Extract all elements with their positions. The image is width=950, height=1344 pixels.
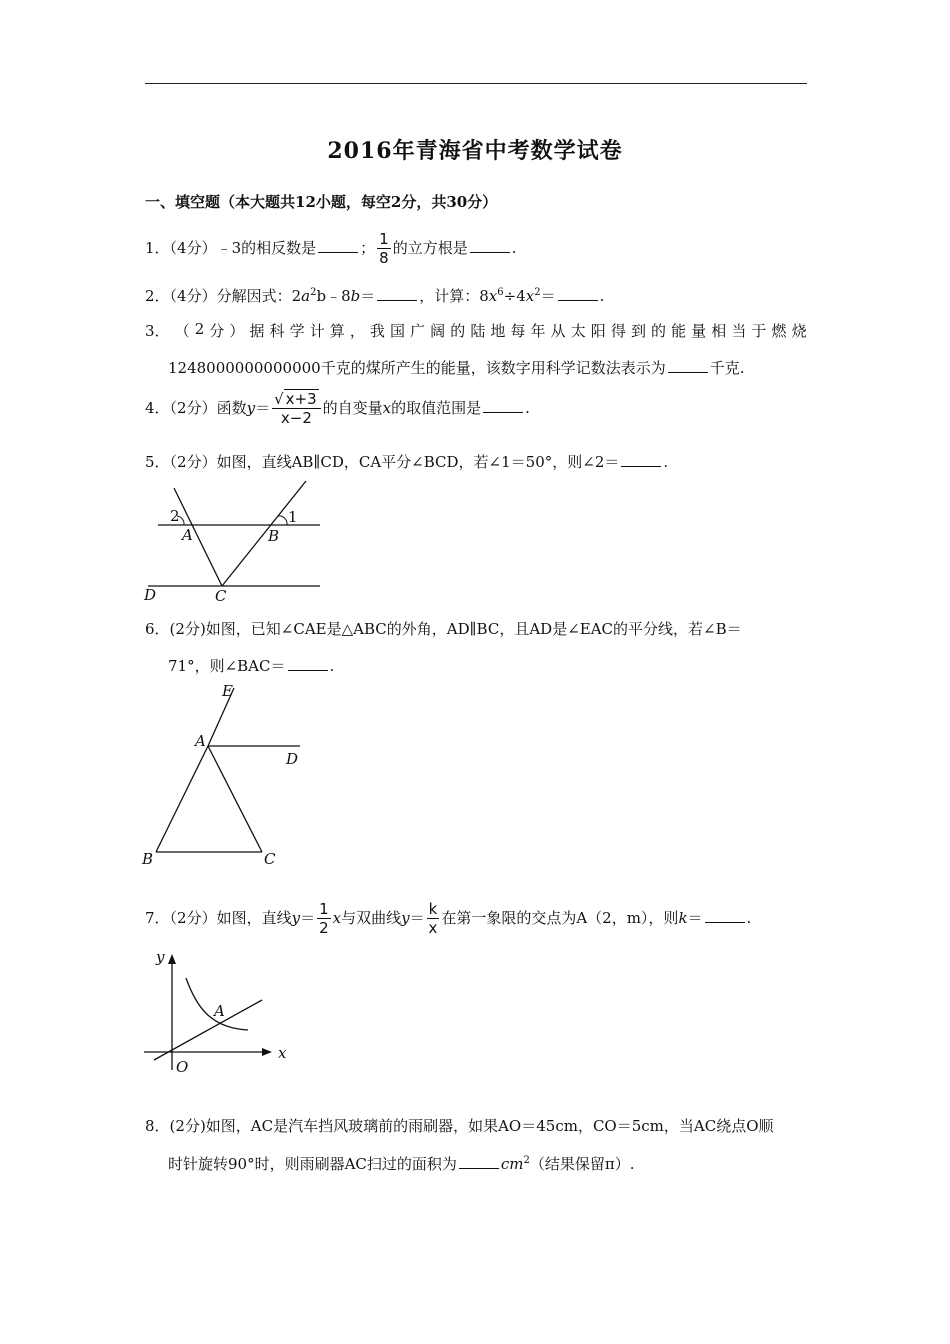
answer-blank[interactable] xyxy=(288,656,328,671)
q3-char: 广 xyxy=(410,322,426,340)
q3-char: ， xyxy=(349,322,365,340)
frac-num: 1 xyxy=(319,900,329,918)
q8-end: （结果保留π）. xyxy=(529,1155,635,1173)
q2-eq-2: ＝ xyxy=(540,287,556,305)
answer-blank[interactable] xyxy=(483,398,523,413)
q7-text: 7．（2分）如图，直线 xyxy=(145,909,292,927)
q4-var-y: y xyxy=(246,399,256,417)
q8-unit-sup: 2 xyxy=(523,1155,530,1166)
q3-char: 燃 xyxy=(771,322,787,340)
q7-var: x xyxy=(332,909,342,927)
q8-text: 8．(2分)如图，AC是汽车挡风玻璃前的雨刷器，如果AO＝45cm，CO＝5cm，当AC绕点O顺 xyxy=(145,1117,774,1135)
answer-blank[interactable] xyxy=(470,238,510,253)
frac-num: √ x+3 xyxy=(272,392,321,409)
fraction xyxy=(427,902,440,936)
q7-text-b: 与双曲线 xyxy=(341,909,402,927)
fraction xyxy=(377,232,391,266)
question-3-line-2 xyxy=(168,357,744,378)
q8-unit: cm xyxy=(500,1155,524,1173)
q3-char: 陆 xyxy=(470,322,486,340)
fig5-label: B xyxy=(268,527,280,545)
figure-7 xyxy=(140,948,310,1078)
q3-char: 2 xyxy=(194,320,205,338)
q7-var: k xyxy=(678,909,688,927)
q3-char: 量 xyxy=(691,322,707,340)
frac-num: k xyxy=(428,900,438,918)
q2-text-d: ，计算：8 xyxy=(419,287,489,305)
q1-text-2: 的立方根是 xyxy=(392,239,468,257)
answer-blank[interactable] xyxy=(558,286,598,301)
q4-text: 4．（2分）函数 xyxy=(145,399,247,417)
q3-char: 到 xyxy=(630,322,646,340)
fig7-label: A xyxy=(214,1002,225,1020)
q3-char: 的 xyxy=(450,322,466,340)
q3-char: 的 xyxy=(651,322,667,340)
q3-char: 当 xyxy=(731,322,747,340)
question-1 xyxy=(145,232,517,266)
q7-eq: ＝ xyxy=(300,909,316,927)
answer-blank[interactable] xyxy=(377,286,417,301)
fig5-label: A xyxy=(182,526,193,544)
q3-char: 能 xyxy=(671,322,687,340)
question-7 xyxy=(145,902,751,936)
q3-text: 1248000000000000千克的煤所产生的能量，该数字用科学记数法表示为 xyxy=(168,359,666,377)
q3-char: 计 xyxy=(309,322,325,340)
sqrt-body: x+3 xyxy=(285,390,317,408)
q3-char: 地 xyxy=(490,322,506,340)
question-3-line-1 xyxy=(145,320,807,341)
fig5-label: D xyxy=(144,586,157,604)
page-title: 2016年青海省中考数学试卷 xyxy=(327,138,623,164)
q3-char: 国 xyxy=(390,322,406,340)
q5-text: 5．（2分）如图，直线AB∥CD，CA平分∠BCD，若∠1＝50°，则∠2＝ xyxy=(145,453,620,471)
q2-end: . xyxy=(599,287,605,305)
figure-6 xyxy=(140,682,310,872)
fig6-label: E xyxy=(222,682,233,700)
q1-end: . xyxy=(511,239,517,257)
q6-text-2: 71°，则∠BAC＝ xyxy=(168,657,286,675)
q7-text-c: 在第一象限的交点为 xyxy=(441,909,577,927)
q3-end: 千克. xyxy=(709,359,745,377)
q3-char: 得 xyxy=(610,322,626,340)
answer-blank[interactable] xyxy=(459,1154,499,1169)
header-rule xyxy=(145,83,807,84)
q8-text-2: 时针旋转90°时，则雨刷器AC扫过的面积为 xyxy=(168,1155,457,1173)
q1-sep: ； xyxy=(360,239,376,257)
q4-text-b: 的自变量 xyxy=(322,399,383,417)
question-8-line-2 xyxy=(168,1153,635,1174)
q1-text: 1．（4分）﹣3的相反数是 xyxy=(145,239,317,257)
q3-char: 于 xyxy=(751,322,767,340)
q7-point: A（2，m），则 xyxy=(576,909,679,927)
q2-eq: ＝ xyxy=(360,287,376,305)
q4-eq: ＝ xyxy=(255,399,271,417)
q3-char: ） xyxy=(229,322,245,340)
q3-char: 从 xyxy=(550,322,566,340)
frac-den: x−2 xyxy=(280,409,312,427)
fig6-label: A xyxy=(195,732,206,750)
q5-end: . xyxy=(663,453,669,471)
q3-char: 年 xyxy=(530,322,546,340)
q7-var: y xyxy=(291,909,301,927)
q3-char: 3． xyxy=(145,322,170,340)
frac-den: x xyxy=(428,919,438,937)
q3-char: 烧 xyxy=(791,322,807,340)
question-6-line-1 xyxy=(145,618,742,639)
q4-var-x: x xyxy=(382,399,392,417)
answer-blank[interactable] xyxy=(621,452,661,467)
q3-char: 分 xyxy=(209,322,225,340)
fig5-label: 1 xyxy=(288,508,298,526)
frac-num: 1 xyxy=(379,230,389,248)
q3-char: （ xyxy=(174,322,190,340)
frac-den: 8 xyxy=(379,249,389,267)
q2-text: 2．（4分）分解因式：2 xyxy=(145,287,302,305)
q6-end: . xyxy=(329,657,335,675)
q7-var: y xyxy=(401,909,410,927)
fraction xyxy=(272,392,321,426)
q3-char: 相 xyxy=(711,322,727,340)
question-5 xyxy=(145,451,668,472)
frac-den: 2 xyxy=(319,919,329,937)
q2-text-b: b﹣8 xyxy=(316,287,351,305)
fig7-label: O xyxy=(176,1058,189,1076)
fig5-label: C xyxy=(215,587,227,605)
q4-text-c: 的取值范围是 xyxy=(391,399,482,417)
q3-char: 据 xyxy=(249,322,265,340)
section-heading: 一、填空题（本大题共12小题，每空2分，共30分） xyxy=(145,193,498,211)
q3-char: 我 xyxy=(369,322,385,340)
q4-end: . xyxy=(525,399,530,417)
q6-text: 6．(2分)如图，已知∠CAE是△ABC的外角，AD∥BC，且AD是∠EAC的平分线，若∠B＝ xyxy=(145,620,742,638)
answer-blank[interactable] xyxy=(705,908,745,923)
q7-end: . xyxy=(746,909,752,927)
q7-eq: ＝ xyxy=(409,909,425,927)
question-4 xyxy=(145,392,530,426)
answer-blank[interactable] xyxy=(318,238,358,253)
question-8-line-1 xyxy=(145,1115,774,1136)
q2-text-e: ÷4 xyxy=(503,287,526,305)
answer-blank[interactable] xyxy=(668,358,708,373)
q3-char: 算 xyxy=(329,322,345,340)
q3-char: 阳 xyxy=(590,322,606,340)
fraction xyxy=(317,902,331,936)
fig5-label: 2 xyxy=(170,507,180,525)
q3-char: 太 xyxy=(570,322,586,340)
q3-char: 阔 xyxy=(430,322,446,340)
fig6-label: C xyxy=(264,850,276,868)
figure-5 xyxy=(140,478,330,608)
question-2: 2．（4分）分解因式：$2a^2b﹣8b=$ ，计算：$8x^6\div 4x^2=$ . xyxy=(145,287,605,305)
fig6-label: D xyxy=(286,750,299,768)
q3-char: 学 xyxy=(289,322,305,340)
q3-char: 每 xyxy=(510,322,526,340)
q3-char: 科 xyxy=(269,322,285,340)
fig6-label: B xyxy=(142,850,154,868)
fig7-label: x xyxy=(278,1044,287,1062)
q7-eq: ＝ xyxy=(687,909,703,927)
fig7-label: y xyxy=(156,948,165,966)
question-6-line-2 xyxy=(168,655,334,676)
